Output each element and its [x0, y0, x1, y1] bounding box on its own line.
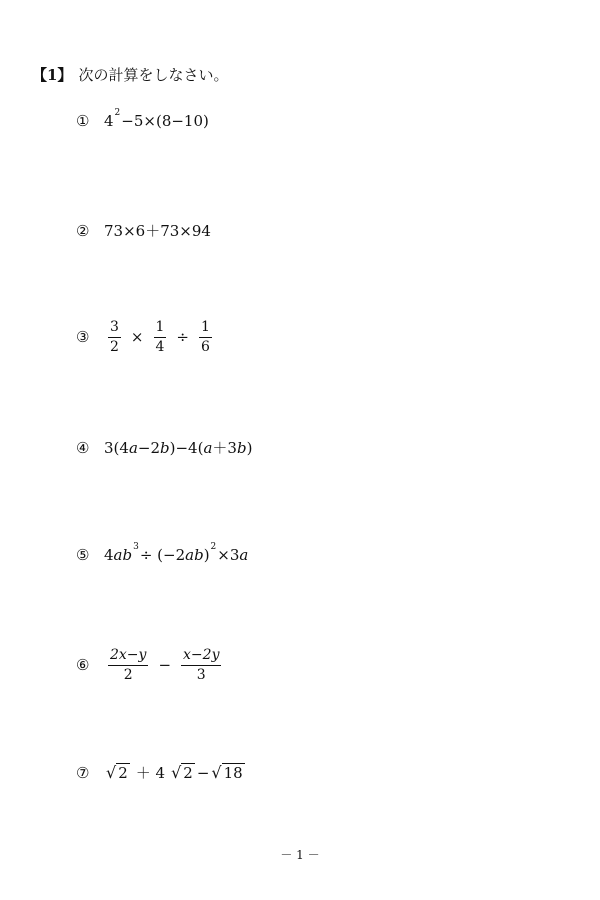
- exponent: 2: [114, 108, 121, 118]
- square-root: [171, 763, 195, 782]
- variable: a: [203, 438, 213, 457]
- problem-number: ④: [76, 438, 90, 457]
- radicand: 2: [183, 764, 193, 782]
- numerator: 3: [108, 320, 121, 338]
- fraction: [154, 320, 167, 354]
- variable: b: [160, 438, 170, 457]
- section-number: 【1】: [32, 66, 73, 84]
- term: ＋ 4: [135, 764, 166, 782]
- radicand: 18: [223, 764, 243, 782]
- problem-7: [76, 762, 247, 783]
- section-header: [32, 64, 228, 85]
- term: ÷ (−2: [139, 546, 186, 564]
- term: −2: [137, 438, 161, 457]
- problem-2-expression: 73×6＋73×94: [104, 222, 211, 240]
- variable: ab: [185, 546, 204, 564]
- expression-rest: −5×(8−10): [121, 112, 209, 130]
- radicand: 2: [118, 764, 128, 782]
- variable: b: [236, 438, 247, 457]
- problem-6: [76, 648, 225, 682]
- problem-7-expression: [104, 762, 247, 783]
- base: 4: [104, 112, 114, 130]
- problem-4-expression: [104, 437, 252, 458]
- problem-6-expression: [104, 648, 225, 682]
- variable: a: [128, 438, 138, 457]
- page-number: － 1 －: [280, 848, 320, 862]
- problem-number: ①: [76, 112, 90, 130]
- operator: ÷: [176, 328, 189, 347]
- problem-5: [76, 542, 249, 564]
- term: ): [203, 546, 210, 564]
- denominator: 2: [110, 338, 119, 355]
- term: ＋3: [212, 439, 237, 457]
- term: ×3: [217, 546, 240, 564]
- radical-sign-icon: √: [171, 763, 182, 782]
- problem-number: ⑥: [76, 656, 90, 675]
- problem-1: [76, 108, 209, 130]
- square-root: [106, 763, 130, 782]
- numerator: x−2y: [181, 648, 221, 666]
- radical-sign-icon: √: [211, 763, 222, 782]
- term: 3(4: [104, 438, 129, 457]
- exponent: 3: [133, 542, 139, 552]
- operator: −: [158, 656, 172, 675]
- problem-3: [76, 320, 216, 354]
- problem-number: ⑦: [76, 763, 90, 782]
- problem-2: [76, 220, 211, 241]
- fraction: [181, 648, 221, 682]
- coefficient: 4: [104, 546, 114, 564]
- radical-sign-icon: √: [106, 763, 117, 782]
- denominator: 4: [155, 338, 165, 355]
- square-root: [211, 763, 244, 782]
- operator: ×: [130, 328, 144, 347]
- problem-number: ②: [76, 221, 90, 240]
- term: ): [246, 438, 253, 457]
- denominator: 6: [201, 338, 210, 355]
- instruction-text: 次の計算をしなさい。: [78, 66, 229, 84]
- numerator: 2x−y: [108, 648, 148, 666]
- variable: ab: [113, 546, 133, 564]
- fraction: [199, 320, 212, 354]
- variable: a: [239, 546, 249, 564]
- operator: −: [196, 763, 210, 782]
- fraction: [108, 648, 148, 682]
- problem-5-expression: [104, 542, 249, 564]
- exponent: 2: [210, 542, 217, 552]
- problem-3-expression: [104, 320, 216, 354]
- denominator: 3: [196, 666, 206, 683]
- numerator: 1: [199, 320, 212, 338]
- numerator: 1: [154, 320, 167, 338]
- term: )−4(: [169, 438, 204, 457]
- problem-number: ③: [76, 328, 90, 347]
- problem-number: ⑤: [76, 546, 90, 564]
- problem-4: [76, 437, 252, 458]
- fraction: [108, 320, 121, 354]
- denominator: 2: [123, 666, 133, 683]
- problem-1-expression: [104, 108, 209, 130]
